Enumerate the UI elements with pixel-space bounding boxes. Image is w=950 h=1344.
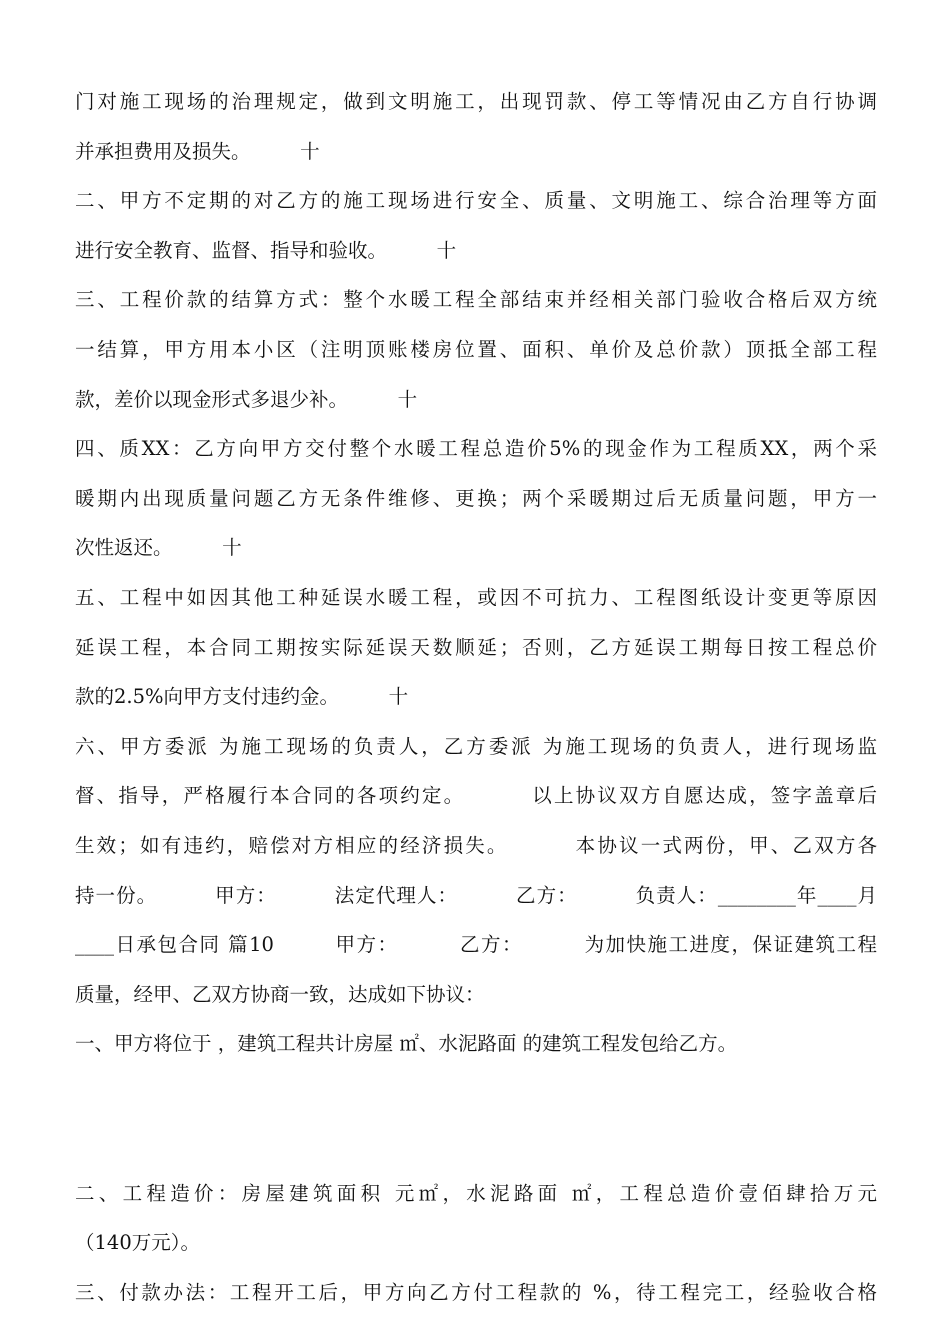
text-line: 二、工程造价：房屋建筑面积 元㎡，水泥路面 ㎡，工程总造价壹佰肆拾万元 bbox=[75, 1181, 877, 1205]
text-line: 质量，经甲、乙双方协商一致，达成如下协议： bbox=[75, 982, 485, 1006]
text-line: 督、指导，严格履行本合同的各项约定。 以上协议双方自愿达成，签字盖章后 bbox=[75, 784, 877, 808]
text-line: 生效；如有违约，赔偿对方相应的经济损失。 本协议一式两份，甲、乙双方各 bbox=[75, 833, 877, 857]
text-line: ____日承包合同 篇10 甲方： 乙方： 为加快施工进度，保证建筑工程 bbox=[75, 933, 877, 957]
text-line: 次性返还。 十 bbox=[75, 536, 242, 560]
text-line: 一结算，甲方用本小区（注明顶账楼房位置、面积、单价及总价款）顶抵全部工程 bbox=[75, 337, 877, 361]
contract-document bbox=[75, 82, 877, 1323]
text-line: 五、工程中如因其他工种延误水暖工程，或因不可抗力、工程图纸设计变更等原因 bbox=[75, 585, 877, 609]
text-line: 款的2.5%向甲方支付违约金。 十 bbox=[75, 685, 409, 709]
text-line: 门对施工现场的治理规定，做到文明施工，出现罚款、停工等情况由乙方自行协调 bbox=[75, 90, 877, 113]
text-line: 款，差价以现金形式多退少补。 十 bbox=[75, 387, 418, 411]
text-line: 暖期内出现质量问题乙方无条件维修、更换；两个采暖期过后无质量问题，甲方一 bbox=[75, 486, 877, 510]
text-line: 六、甲方委派 为施工现场的负责人，乙方委派 为施工现场的负责人，进行现场监 bbox=[75, 734, 877, 758]
blank-gap bbox=[75, 1074, 877, 1174]
text-line: 三、付款办法：工程开工后，甲方向乙方付工程款的 %，待工程完工，经验收合格 bbox=[75, 1281, 877, 1305]
text-line: 二、甲方不定期的对乙方的施工现场进行安全、质量、文明施工、综合治理等方面 bbox=[75, 189, 877, 213]
text-line: 一、甲方将位于 ，建筑工程共计房屋 ㎡、水泥路面 的建筑工程发包给乙方。 bbox=[75, 1032, 738, 1056]
text-line: 三、工程价款的结算方式：整个水暖工程全部结束并经相关部门验收合格后双方统 bbox=[75, 288, 877, 312]
text-line: 进行安全教育、监督、指导和验收。 十 bbox=[75, 238, 457, 262]
text-line: 四、质XX：乙方向甲方交付整个水暖工程总造价5%的现金作为工程质XX，两个采 bbox=[75, 437, 877, 461]
text-line: 持一份。 甲方： 法定代理人： 乙方： 负责人：________年____月 bbox=[75, 883, 877, 907]
text-line: 延误工程，本合同工期按实际延误天数顺延；否则，乙方延误工期每日按工程总价 bbox=[75, 635, 877, 659]
text-line: （140万元）。 bbox=[75, 1231, 200, 1255]
text-line: 并承担费用及损失。 十 bbox=[75, 139, 320, 163]
